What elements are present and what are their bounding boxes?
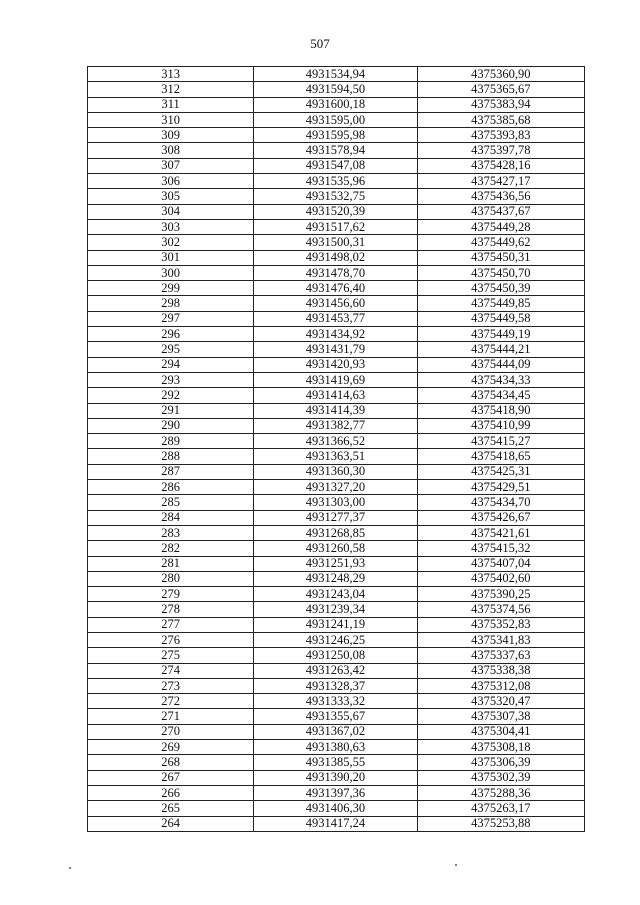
table-row (88, 632, 585, 647)
y-coordinate-cell: 4375449,19 (417, 327, 584, 342)
table-row (88, 785, 585, 800)
x-coordinate-cell: 4931363,51 (254, 449, 417, 464)
point-number-cell: 301 (88, 250, 254, 265)
table-row (88, 296, 585, 311)
y-coordinate-cell: 4375402,60 (417, 571, 584, 586)
table-row (88, 388, 585, 403)
point-number-cell: 271 (88, 709, 254, 724)
table-row (88, 112, 585, 127)
table-row (88, 67, 585, 82)
table-row (88, 495, 585, 510)
y-coordinate-cell: 4375383,94 (417, 97, 584, 112)
point-number-cell: 277 (88, 617, 254, 632)
x-coordinate-cell: 4931517,62 (254, 219, 417, 234)
point-number-cell: 306 (88, 174, 254, 189)
x-coordinate-cell: 4931419,69 (254, 372, 417, 387)
point-number-cell: 311 (88, 97, 254, 112)
y-coordinate-cell: 4375312,08 (417, 678, 584, 693)
y-coordinate-cell: 4375449,58 (417, 311, 584, 326)
page-number: 507 (310, 36, 330, 51)
x-coordinate-cell: 4931578,94 (254, 143, 417, 158)
table-row (88, 327, 585, 342)
y-coordinate-cell: 4375308,18 (417, 740, 584, 755)
y-coordinate-cell: 4375444,09 (417, 357, 584, 372)
x-coordinate-cell: 4931520,39 (254, 204, 417, 219)
x-coordinate-cell: 4931385,55 (254, 755, 417, 770)
x-coordinate-cell: 4931360,30 (254, 464, 417, 479)
table-row (88, 434, 585, 449)
point-number-cell: 297 (88, 311, 254, 326)
x-coordinate-cell: 4931328,37 (254, 678, 417, 693)
y-coordinate-cell: 4375444,21 (417, 342, 584, 357)
x-coordinate-cell: 4931420,93 (254, 357, 417, 372)
y-coordinate-cell: 4375425,31 (417, 464, 584, 479)
table-row (88, 617, 585, 632)
y-coordinate-cell: 4375434,70 (417, 495, 584, 510)
x-coordinate-cell: 4931500,31 (254, 235, 417, 250)
table-row (88, 724, 585, 739)
point-number-cell: 282 (88, 541, 254, 556)
table-row (88, 403, 585, 418)
point-number-cell: 279 (88, 587, 254, 602)
x-coordinate-cell: 4931600,18 (254, 97, 417, 112)
point-number-cell: 307 (88, 158, 254, 173)
table-row (88, 571, 585, 586)
x-coordinate-cell: 4931431,79 (254, 342, 417, 357)
point-number-cell: 289 (88, 434, 254, 449)
point-number-cell: 269 (88, 740, 254, 755)
table-row (88, 158, 585, 173)
x-coordinate-cell: 4931534,94 (254, 67, 417, 82)
table-row (88, 740, 585, 755)
coordinates-table (87, 66, 585, 832)
x-coordinate-cell: 4931333,32 (254, 694, 417, 709)
y-coordinate-cell: 4375410,99 (417, 418, 584, 433)
point-number-cell: 296 (88, 327, 254, 342)
table-row (88, 82, 585, 97)
y-coordinate-cell: 4375288,36 (417, 785, 584, 800)
x-coordinate-cell: 4931303,00 (254, 495, 417, 510)
table-row (88, 189, 585, 204)
point-number-cell: 308 (88, 143, 254, 158)
x-coordinate-cell: 4931414,39 (254, 403, 417, 418)
table-row (88, 709, 585, 724)
y-coordinate-cell: 4375421,61 (417, 525, 584, 540)
table-row (88, 418, 585, 433)
y-coordinate-cell: 4375360,90 (417, 67, 584, 82)
y-coordinate-cell: 4375365,67 (417, 82, 584, 97)
point-number-cell: 291 (88, 403, 254, 418)
y-coordinate-cell: 4375341,83 (417, 632, 584, 647)
table-row (88, 265, 585, 280)
point-number-cell: 310 (88, 112, 254, 127)
table-row (88, 602, 585, 617)
y-coordinate-cell: 4375374,56 (417, 602, 584, 617)
point-number-cell: 313 (88, 67, 254, 82)
x-coordinate-cell: 4931241,19 (254, 617, 417, 632)
table-row (88, 541, 585, 556)
x-coordinate-cell: 4931434,92 (254, 327, 417, 342)
point-number-cell: 272 (88, 694, 254, 709)
point-number-cell: 312 (88, 82, 254, 97)
point-number-cell: 298 (88, 296, 254, 311)
x-coordinate-cell: 4931547,08 (254, 158, 417, 173)
point-number-cell: 284 (88, 510, 254, 525)
table-row (88, 480, 585, 495)
table-row (88, 801, 585, 816)
point-number-cell: 283 (88, 525, 254, 540)
x-coordinate-cell: 4931595,98 (254, 128, 417, 143)
x-coordinate-cell: 4931397,36 (254, 785, 417, 800)
y-coordinate-cell: 4375397,78 (417, 143, 584, 158)
x-coordinate-cell: 4931246,25 (254, 632, 417, 647)
table-row (88, 663, 585, 678)
y-coordinate-cell: 4375352,83 (417, 617, 584, 632)
table-row (88, 357, 585, 372)
coordinates-table-body (88, 67, 585, 832)
y-coordinate-cell: 4375390,25 (417, 587, 584, 602)
table-row (88, 449, 585, 464)
point-number-cell: 288 (88, 449, 254, 464)
scan-speck-left (69, 867, 71, 869)
y-coordinate-cell: 4375407,04 (417, 556, 584, 571)
y-coordinate-cell: 4375449,28 (417, 219, 584, 234)
point-number-cell: 305 (88, 189, 254, 204)
x-coordinate-cell: 4931456,60 (254, 296, 417, 311)
x-coordinate-cell: 4931263,42 (254, 663, 417, 678)
point-number-cell: 299 (88, 281, 254, 296)
y-coordinate-cell: 4375429,51 (417, 480, 584, 495)
point-number-cell: 300 (88, 265, 254, 280)
y-coordinate-cell: 4375428,16 (417, 158, 584, 173)
table-row (88, 250, 585, 265)
y-coordinate-cell: 4375450,70 (417, 265, 584, 280)
table-row (88, 648, 585, 663)
x-coordinate-cell: 4931453,77 (254, 311, 417, 326)
point-number-cell: 290 (88, 418, 254, 433)
x-coordinate-cell: 4931380,63 (254, 740, 417, 755)
table-row (88, 694, 585, 709)
table-row (88, 342, 585, 357)
table-row (88, 372, 585, 387)
y-coordinate-cell: 4375263,17 (417, 801, 584, 816)
table-row (88, 97, 585, 112)
y-coordinate-cell: 4375307,38 (417, 709, 584, 724)
table-row (88, 143, 585, 158)
x-coordinate-cell: 4931355,67 (254, 709, 417, 724)
x-coordinate-cell: 4931248,29 (254, 571, 417, 586)
point-number-cell: 286 (88, 480, 254, 495)
y-coordinate-cell: 4375338,38 (417, 663, 584, 678)
x-coordinate-cell: 4931478,70 (254, 265, 417, 280)
table-row (88, 281, 585, 296)
table-row (88, 174, 585, 189)
table-row (88, 755, 585, 770)
y-coordinate-cell: 4375302,39 (417, 770, 584, 785)
x-coordinate-cell: 4931366,52 (254, 434, 417, 449)
point-number-cell: 280 (88, 571, 254, 586)
table-row (88, 219, 585, 234)
y-coordinate-cell: 4375434,45 (417, 388, 584, 403)
y-coordinate-cell: 4375450,31 (417, 250, 584, 265)
y-coordinate-cell: 4375415,27 (417, 434, 584, 449)
point-number-cell: 309 (88, 128, 254, 143)
x-coordinate-cell: 4931250,08 (254, 648, 417, 663)
point-number-cell: 268 (88, 755, 254, 770)
x-coordinate-cell: 4931594,50 (254, 82, 417, 97)
table-row (88, 525, 585, 540)
y-coordinate-cell: 4375418,65 (417, 449, 584, 464)
y-coordinate-cell: 4375320,47 (417, 694, 584, 709)
y-coordinate-cell: 4375337,63 (417, 648, 584, 663)
point-number-cell: 265 (88, 801, 254, 816)
x-coordinate-cell: 4931260,58 (254, 541, 417, 556)
x-coordinate-cell: 4931382,77 (254, 418, 417, 433)
table-row (88, 770, 585, 785)
point-number-cell: 275 (88, 648, 254, 663)
y-coordinate-cell: 4375434,33 (417, 372, 584, 387)
y-coordinate-cell: 4375306,39 (417, 755, 584, 770)
point-number-cell: 285 (88, 495, 254, 510)
x-coordinate-cell: 4931239,34 (254, 602, 417, 617)
point-number-cell: 287 (88, 464, 254, 479)
x-coordinate-cell: 4931595,00 (254, 112, 417, 127)
scan-speck-right (455, 864, 457, 866)
x-coordinate-cell: 4931414,63 (254, 388, 417, 403)
point-number-cell: 303 (88, 219, 254, 234)
x-coordinate-cell: 4931390,20 (254, 770, 417, 785)
x-coordinate-cell: 4931532,75 (254, 189, 417, 204)
x-coordinate-cell: 4931268,85 (254, 525, 417, 540)
y-coordinate-cell: 4375426,67 (417, 510, 584, 525)
y-coordinate-cell: 4375415,32 (417, 541, 584, 556)
table-row (88, 510, 585, 525)
point-number-cell: 276 (88, 632, 254, 647)
table-row (88, 128, 585, 143)
point-number-cell: 273 (88, 678, 254, 693)
x-coordinate-cell: 4931535,96 (254, 174, 417, 189)
x-coordinate-cell: 4931406,30 (254, 801, 417, 816)
x-coordinate-cell: 4931476,40 (254, 281, 417, 296)
table-row (88, 464, 585, 479)
table-row (88, 678, 585, 693)
x-coordinate-cell: 4931367,02 (254, 724, 417, 739)
table-row (88, 311, 585, 326)
y-coordinate-cell: 4375418,90 (417, 403, 584, 418)
point-number-cell: 278 (88, 602, 254, 617)
x-coordinate-cell: 4931277,37 (254, 510, 417, 525)
x-coordinate-cell: 4931417,24 (254, 816, 417, 831)
point-number-cell: 274 (88, 663, 254, 678)
table-row (88, 816, 585, 831)
table-row (88, 235, 585, 250)
y-coordinate-cell: 4375427,17 (417, 174, 584, 189)
point-number-cell: 295 (88, 342, 254, 357)
y-coordinate-cell: 4375450,39 (417, 281, 584, 296)
y-coordinate-cell: 4375437,67 (417, 204, 584, 219)
y-coordinate-cell: 4375449,85 (417, 296, 584, 311)
x-coordinate-cell: 4931498,02 (254, 250, 417, 265)
point-number-cell: 267 (88, 770, 254, 785)
table-row (88, 587, 585, 602)
y-coordinate-cell: 4375393,83 (417, 128, 584, 143)
point-number-cell: 292 (88, 388, 254, 403)
table-row (88, 204, 585, 219)
point-number-cell: 266 (88, 785, 254, 800)
point-number-cell: 281 (88, 556, 254, 571)
table-row (88, 556, 585, 571)
y-coordinate-cell: 4375304,41 (417, 724, 584, 739)
point-number-cell: 270 (88, 724, 254, 739)
point-number-cell: 302 (88, 235, 254, 250)
y-coordinate-cell: 4375449,62 (417, 235, 584, 250)
y-coordinate-cell: 4375436,56 (417, 189, 584, 204)
point-number-cell: 304 (88, 204, 254, 219)
y-coordinate-cell: 4375253,88 (417, 816, 584, 831)
point-number-cell: 264 (88, 816, 254, 831)
x-coordinate-cell: 4931243,04 (254, 587, 417, 602)
point-number-cell: 294 (88, 357, 254, 372)
y-coordinate-cell: 4375385,68 (417, 112, 584, 127)
x-coordinate-cell: 4931327,20 (254, 480, 417, 495)
x-coordinate-cell: 4931251,93 (254, 556, 417, 571)
point-number-cell: 293 (88, 372, 254, 387)
